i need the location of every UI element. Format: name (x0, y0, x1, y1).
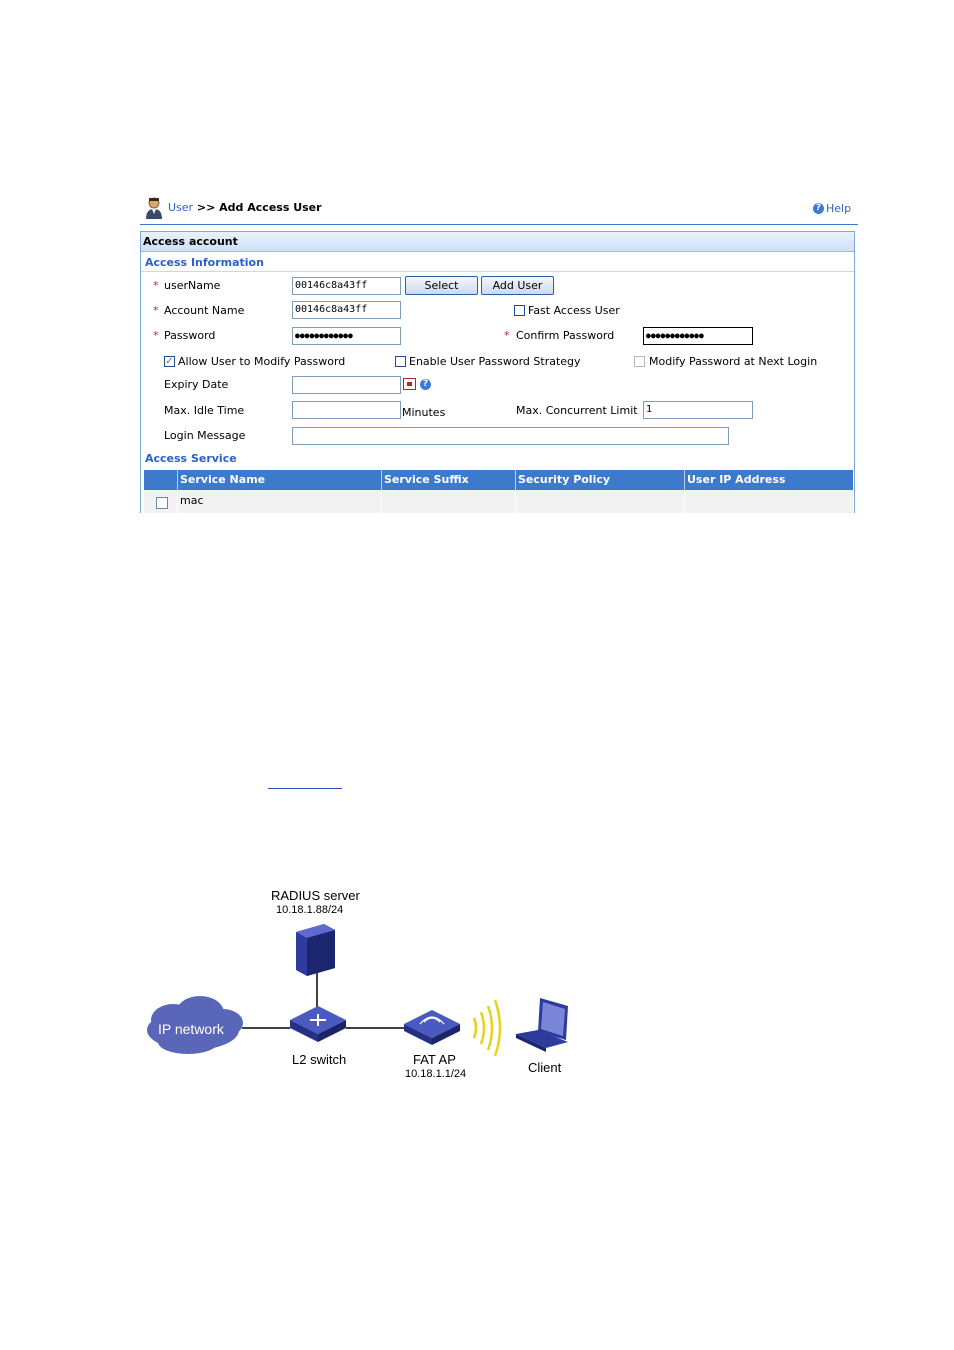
header-service-suffix[interactable]: Service Suffix (381, 470, 515, 490)
max-concurrent-input[interactable]: 1 (643, 401, 753, 419)
service-suffix-cell (381, 490, 515, 513)
radius-server-icon (296, 924, 335, 976)
help-icon: ? (813, 203, 824, 214)
panel-title: Access account (141, 232, 854, 252)
help-icon[interactable]: ? (420, 379, 431, 390)
header-divider (140, 224, 858, 225)
service-table-header (144, 470, 853, 490)
account-name-input[interactable]: 00146c8a43ff (292, 301, 401, 319)
user-admin-icon (144, 196, 164, 220)
l2-switch-icon (290, 1006, 346, 1042)
section-access-service: Access Service (145, 452, 237, 465)
modify-next-login-label: Modify Password at Next Login (649, 355, 818, 368)
fat-ap-icon (404, 1010, 460, 1045)
max-concurrent-label: Max. Concurrent Limit (516, 404, 638, 417)
table-row (144, 490, 853, 513)
fast-access-checkbox[interactable] (514, 305, 525, 316)
row-checkbox[interactable] (156, 497, 168, 509)
modify-next-login-checkbox[interactable] (634, 356, 645, 367)
client-laptop-icon (516, 998, 568, 1052)
radius-server-ip: 10.18.1.88/24 (276, 904, 344, 916)
login-message-input[interactable] (292, 427, 729, 445)
login-message-label: Login Message (164, 429, 246, 442)
section-access-information: Access Information (145, 256, 264, 269)
user-ip-address-cell (684, 490, 853, 513)
allow-modify-label: Allow User to Modify Password (178, 355, 346, 368)
password-label: Password (164, 329, 216, 342)
add-user-button[interactable]: Add User (481, 276, 554, 295)
network-diagram (138, 880, 598, 1090)
username-input[interactable]: 00146c8a43ff (292, 277, 401, 295)
breadcrumb (168, 201, 322, 214)
fast-access-label: Fast Access User (528, 304, 620, 317)
help-link[interactable] (813, 202, 851, 215)
client-label: Client (528, 1060, 562, 1075)
minutes-label: Minutes (402, 406, 446, 419)
password-input[interactable]: ●●●●●●●●●●●● (292, 327, 401, 345)
section-divider (141, 271, 854, 272)
ip-network-label: IP network (158, 1021, 224, 1037)
header-service-name[interactable]: Service Name (177, 470, 381, 490)
select-button[interactable]: Select (405, 276, 478, 295)
allow-modify-checkbox[interactable]: ✓ (165, 356, 174, 367)
max-idle-input[interactable] (292, 401, 401, 419)
fat-ap-label: FAT AP (413, 1052, 456, 1067)
header-user-ip-address[interactable]: User IP Address (684, 470, 853, 490)
required-mark: * (153, 329, 159, 342)
max-idle-label: Max. Idle Time (164, 404, 245, 417)
access-account-panel (140, 231, 855, 513)
breadcrumb-current: Add Access User (219, 201, 322, 214)
fat-ap-ip: 10.18.1.1/24 (405, 1068, 467, 1080)
account-name-label: Account Name (164, 304, 245, 317)
calendar-icon[interactable] (403, 378, 416, 390)
expiry-date-input[interactable] (292, 376, 401, 394)
l2-switch-label: L2 switch (292, 1052, 347, 1067)
expiry-date-label: Expiry Date (164, 378, 229, 391)
service-name-cell: mac (177, 490, 381, 513)
required-mark: * (504, 329, 510, 342)
required-mark: * (153, 279, 159, 292)
reference-link[interactable] (268, 788, 342, 789)
header-security-policy[interactable]: Security Policy (515, 470, 684, 490)
breadcrumb-separator: >> (193, 201, 220, 214)
wireless-signal-icon (474, 1000, 500, 1056)
header-select-column (144, 470, 177, 490)
confirm-password-label: Confirm Password (516, 329, 615, 342)
security-policy-cell (515, 490, 684, 513)
enable-strategy-checkbox[interactable] (395, 356, 406, 367)
radius-server-label: RADIUS server (271, 888, 360, 903)
enable-strategy-label: Enable User Password Strategy (409, 355, 581, 368)
breadcrumb-user-link[interactable]: User (168, 201, 194, 214)
confirm-password-input[interactable]: ●●●●●●●●●●●● (643, 327, 753, 345)
username-label: userName (164, 279, 221, 292)
required-mark: * (153, 304, 159, 317)
help-label: Help (826, 202, 852, 215)
